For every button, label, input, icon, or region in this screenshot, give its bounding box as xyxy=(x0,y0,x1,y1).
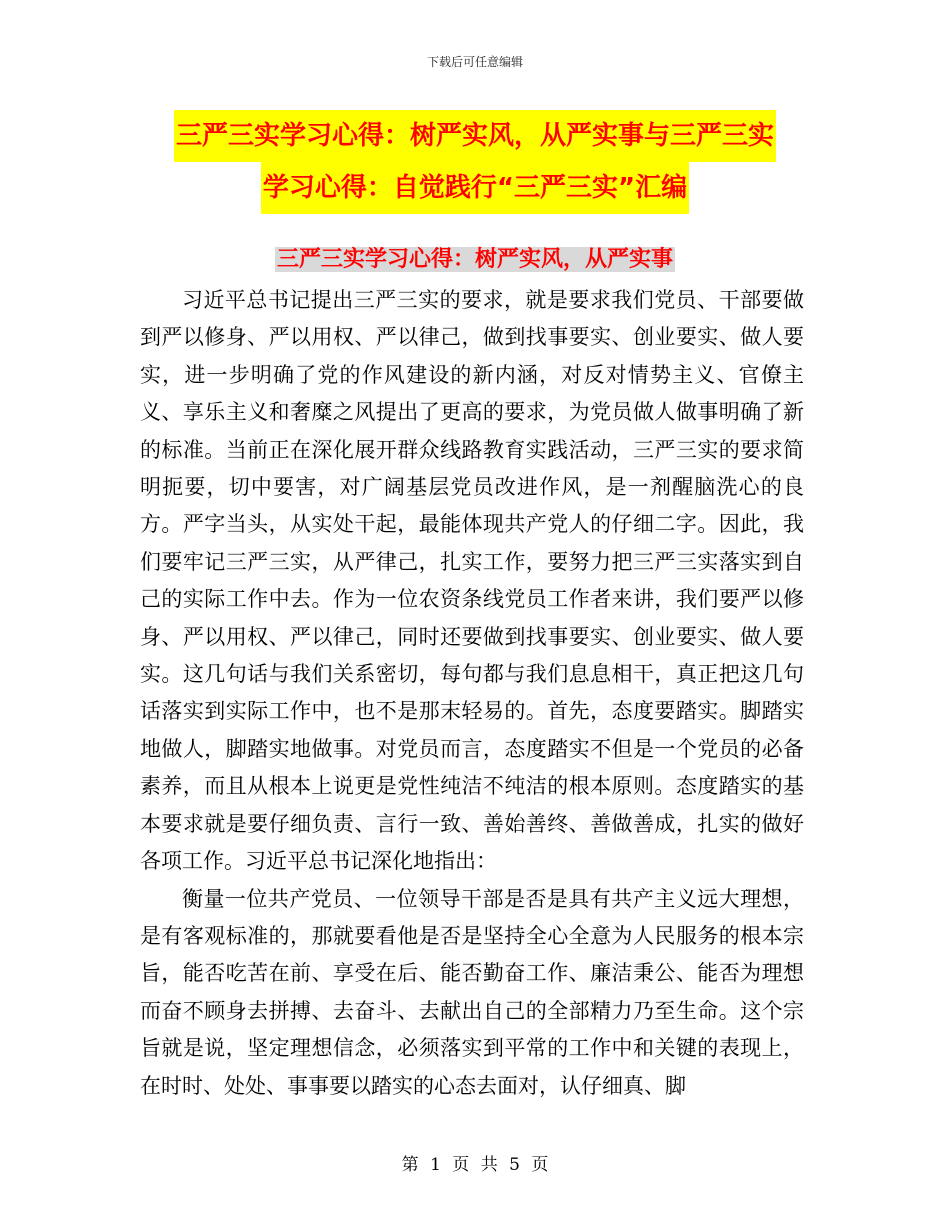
paragraph: 习近平总书记提出三严三实的要求，就是要求我们党员、干部要做到严以修身、严以用权、严以律己，做到找事要实、创业要实、做人要实，进一步明确了党的作风建设的新内涵，对反对情势主义、官僚主义、享乐主义和奢糜之风提出了更高的要求，为党员做人做事明确了新的标准。当前正在深化展开群众线路教育实践活动，三严三实的要求简明扼要，切中要害，对广阔基层党员改进作风，是一剂醒脑洗心的良方。严字当头，从实处干起，最能体现共产党人的仔细二字。因此，我们要牢记三严三实，从严律己，扎实工作，要努力把三严三实落实到自己的实际工作中去。作为一位农资条线党员工作者来讲，我们要严以修身、严以用权、严以律己，同时还要做到找事要实、创业要实、做人要实。这几句话与我们关系密切，每句都与我们息息相干，真正把这几句话落实到实际工作中，也不是那末轻易的。首先，态度要踏实。脚踏实地做人，脚踏实地做事。对党员而言，态度踏实不但是一个党员的必备素养，而且从根本上说更是党性纯洁不纯洁的根本原则。态度踏实的基本要求就是要仔细负责、言行一致、善始善终、善做善成，扎实的做好各项工作。习近平总书记深化地指出： xyxy=(140,288,804,874)
section-heading xyxy=(140,243,810,277)
page-header-note: 下载后可任意编辑 xyxy=(426,55,523,69)
document-title-line-1: 三严三实学习心得：树严实风，从严实事与三严三实 xyxy=(174,110,776,162)
section-heading-text: 三严三实学习心得：树严实风，从严实事 xyxy=(276,247,673,272)
page-footer: 第 1 页 共 5 页 xyxy=(401,1155,549,1175)
paragraph: 衡量一位共产党员、一位领导干部是否是具有共产主义远大理想，是有客观标准的，那就要看他是否是坚持全心全意为人民服务的根本宗旨，能否吃苦在前、享受在后、能否勤奋工作、廉洁秉公、能否为理想而奋不顾身去拼搏、去奋斗、去献出自己的全部精力乃至生命。这个宗旨就是说，坚定理想信念，必须落实到平常的工作中和关键的表现上，在时时、处处、事事要以踏实的心态去面对，认仔细真、脚 xyxy=(140,886,804,1098)
document-title xyxy=(140,110,810,214)
body-text xyxy=(140,282,804,1105)
document-title-line-2: 学习心得：自觉践行“三严三实”汇编 xyxy=(261,162,689,214)
